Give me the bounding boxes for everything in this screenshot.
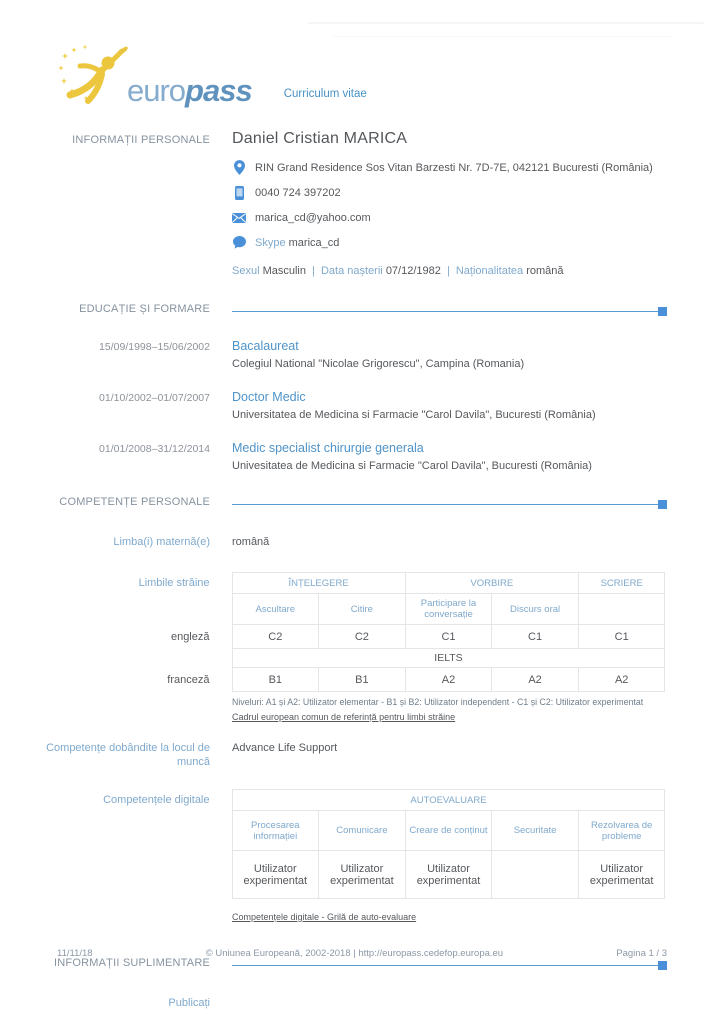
empty-cell	[35, 851, 232, 899]
map-pin-icon	[232, 160, 246, 175]
digital-competences-label: Competențele digitale	[35, 790, 232, 811]
scan-artifact	[332, 36, 672, 37]
self-assessment-header: AUTOEVALUARE	[232, 790, 665, 811]
entry-dates: 01/10/2002–01/07/2007	[99, 392, 210, 404]
publications-row	[0, 997, 724, 1009]
additional-info-section-header	[0, 957, 724, 971]
empty-cell	[35, 811, 232, 851]
lang-level-cell: C1	[405, 625, 492, 649]
envelope-icon	[232, 210, 246, 225]
europass-logo	[57, 44, 252, 106]
digital-level-cell: Utilizator experimentat	[319, 851, 406, 899]
brand-wordmark	[127, 73, 252, 108]
cefr-reference-link[interactable]: Cadrul european comun de referință pentru limbi străine	[232, 712, 456, 722]
lang-col-header: Citire	[319, 594, 406, 625]
skype-row	[0, 235, 724, 250]
brand-pass: pass	[185, 73, 252, 108]
empty-cell	[35, 594, 232, 625]
lang-group-header: SCRIERE	[578, 573, 665, 594]
language-name: engleză	[35, 625, 232, 649]
email-row	[0, 210, 724, 225]
brand-euro: euro	[127, 73, 186, 108]
entry-organisation: Colegiul National "Nicolae Grigorescu", Campina (Romania)	[232, 358, 525, 370]
sex-label: Sexul	[232, 265, 260, 277]
language-certificate: IELTS	[232, 649, 665, 668]
lang-level-cell: C2	[319, 625, 406, 649]
entry-organisation: Universitatea de Medicina si Farmacie "Carol Davila", Bucuresti (România)	[232, 409, 596, 421]
digital-col-header: Securitate	[492, 811, 579, 851]
entry-organisation: Univesitatea de Medicina si Farmacie "Carol Davila", Bucuresti (România)	[232, 460, 592, 472]
contact-list	[0, 160, 724, 250]
digital-col-header: Procesarea informației	[232, 811, 319, 851]
lang-col-header: Ascultare	[232, 594, 319, 625]
europass-figure-icon	[57, 44, 135, 106]
lang-level-cell: B1	[232, 668, 319, 692]
section-rule	[232, 965, 665, 966]
birth-date-label: Data nașterii	[320, 265, 383, 277]
footer-date: 11/11/18	[57, 948, 93, 959]
lang-level-cell: C1	[492, 625, 579, 649]
scan-artifact	[308, 22, 704, 24]
education-entry	[0, 339, 724, 370]
digital-grid-link[interactable]: Competențele digitale - Grilă de auto-evaluare	[232, 912, 417, 922]
sex-value: Masculin	[262, 265, 306, 277]
email-text: marica_cd@yahoo.com	[255, 211, 371, 224]
birth-date-value: 07/12/1982	[385, 265, 441, 277]
entry-dates: 01/01/2008–31/12/2014	[99, 443, 210, 455]
entry-dates: 15/09/1998–15/06/2002	[99, 341, 210, 353]
page-header	[0, 0, 724, 106]
phone-row	[0, 185, 724, 200]
competences-section-label: COMPETENȚE PERSONALE	[59, 496, 210, 508]
section-rule-endcap	[658, 961, 667, 970]
nationality-label: Naționalitatea	[455, 265, 524, 277]
section-rule-endcap	[658, 307, 667, 316]
personal-section-label: INFORMAȚII PERSONALE	[72, 134, 210, 146]
digital-level-cell: Utilizator experimentat	[232, 851, 319, 899]
speech-bubble-icon	[232, 235, 246, 250]
education-entry	[0, 441, 724, 472]
section-rule	[232, 311, 665, 312]
education-section-header	[0, 303, 724, 317]
address-text: RIN Grand Residence Sos Vitan Barzesti Nr. 7D-7E, 042121 Bucuresti (România)	[255, 161, 653, 174]
lang-col-header	[578, 594, 665, 625]
lang-col-header: Discurs oral	[492, 594, 579, 625]
demographics-line	[0, 265, 724, 277]
digital-col-header: Rezolvarea de probleme	[578, 811, 665, 851]
digital-table-footnote	[232, 907, 672, 925]
document-type-label: Curriculum vitae	[283, 88, 367, 100]
section-rule-endcap	[658, 500, 667, 509]
language-name: franceză	[35, 668, 232, 692]
additional-info-section-label: INFORMAȚII SUPLIMENTARE	[54, 957, 210, 969]
lang-group-header: ÎNȚELEGERE	[232, 573, 405, 594]
publications-label: Publicați	[168, 997, 210, 1009]
lang-level-cell: A2	[578, 668, 665, 692]
person-name: Daniel Cristian MARICA	[232, 130, 408, 147]
job-competences-value: Advance Life Support	[232, 742, 338, 754]
digital-competences-table	[35, 789, 665, 899]
nationality-value: română	[526, 265, 564, 277]
skype-label: Skype	[255, 236, 286, 249]
education-entry	[0, 390, 724, 421]
empty-cell	[35, 649, 232, 668]
footer-page-number: Pagina 1 / 3	[616, 948, 667, 959]
digital-col-header: Comunicare	[319, 811, 406, 851]
footer-copyright: © Uniunea Europeană, 2002-2018 | http://europass.cedefop.europa.eu	[205, 948, 504, 959]
digital-level-cell: Utilizator experimentat	[405, 851, 492, 899]
job-competences-label: Competențe dobândite la locul de muncă	[46, 742, 210, 768]
lang-col-header: Participare la conversație	[405, 594, 492, 625]
lang-level-cell: B1	[319, 668, 406, 692]
personal-info-section	[0, 130, 724, 148]
digital-level-cell: Utilizator experimentat	[578, 851, 665, 899]
phone-text: 0040 724 397202	[255, 186, 341, 199]
lang-level-cell: C2	[232, 625, 319, 649]
digital-level-cell	[492, 851, 579, 899]
language-table	[35, 572, 665, 692]
separator: |	[312, 265, 315, 277]
separator: |	[446, 265, 450, 277]
mother-tongue-value: română	[232, 536, 270, 548]
entry-title: Medic specialist chirurgie generala	[232, 441, 424, 455]
cefr-levels-note: Niveluri: A1 și A2: Utilizator elementar - B1 și B2: Utilizator independent - C1 și C2: Utilizator experimentat	[232, 697, 644, 707]
foreign-languages-label: Limbile străine	[35, 573, 232, 594]
entry-title: Doctor Medic	[232, 390, 306, 404]
entry-title: Bacalaureat	[232, 339, 299, 353]
address-row	[0, 160, 724, 175]
mother-tongue-label: Limba(i) maternă(e)	[113, 536, 210, 548]
skype-id-text: marica_cd	[288, 236, 340, 249]
page-footer	[57, 948, 667, 959]
competences-section-header	[0, 496, 724, 510]
section-rule	[232, 504, 665, 505]
lang-level-cell: A2	[492, 668, 579, 692]
lang-level-cell: A2	[405, 668, 492, 692]
job-competences-row	[0, 741, 724, 769]
digital-col-header: Creare de conținut	[405, 811, 492, 851]
lang-level-cell: C1	[578, 625, 665, 649]
lang-group-header: VORBIRE	[405, 573, 578, 594]
mother-tongue-row	[0, 536, 724, 548]
language-table-footnote	[232, 697, 672, 725]
mobile-phone-icon	[232, 185, 246, 200]
education-section-label: EDUCAȚIE ȘI FORMARE	[79, 303, 210, 315]
